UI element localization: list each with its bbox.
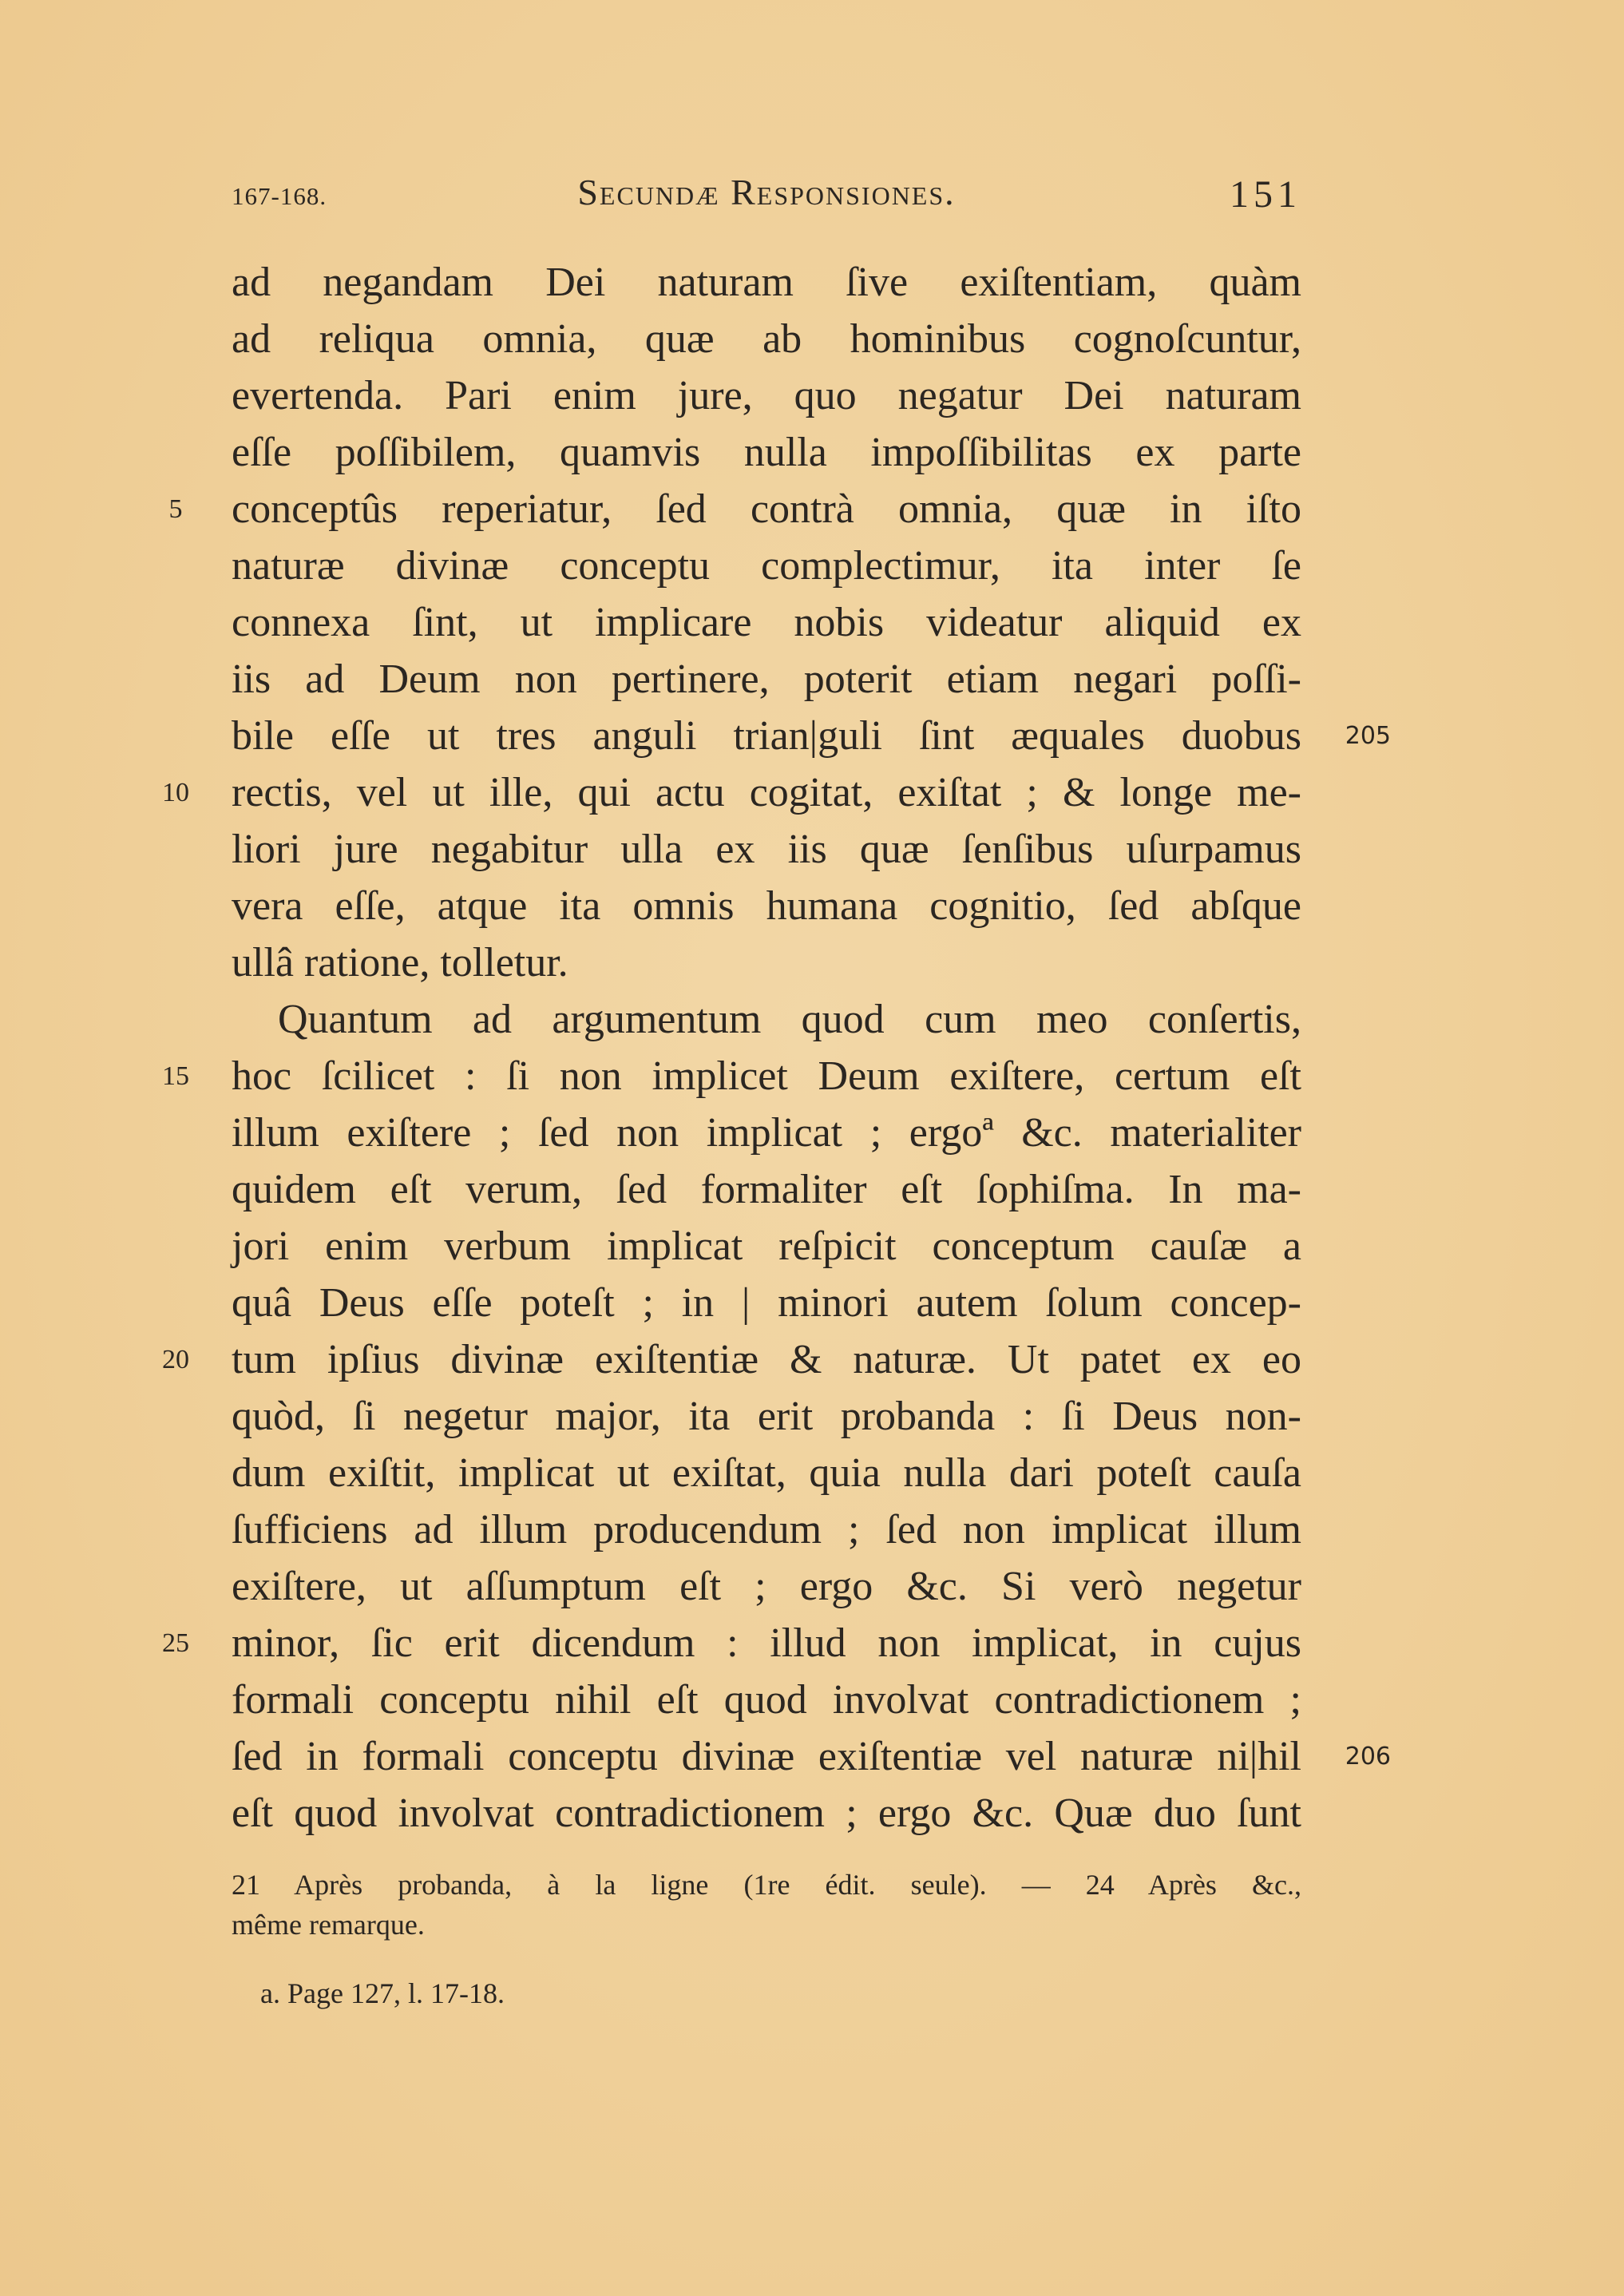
text-line	[168, 481, 1301, 537]
line-text: dum exiſtit, implicat ut exiſtat, quia nulla dari poteſt cauſa	[232, 1450, 1301, 1496]
text-line	[232, 1445, 1301, 1501]
text-line	[232, 1501, 1301, 1558]
line-number: 10	[162, 778, 189, 807]
line-text: ſed in formali conceptu divinæ exiſtentiæ vel naturæ ni|hil	[232, 1734, 1301, 1779]
line-text: ullâ ratione, tolletur.	[232, 940, 568, 985]
running-header	[232, 168, 1301, 224]
text-line	[232, 651, 1301, 708]
text-line	[162, 764, 1301, 821]
line-text: ſufficiens ad illum producendum ; ſed non implicat illum	[232, 1507, 1301, 1552]
line-text: eſſe poſſibilem, quamvis nulla impoſſibilitas ex parte	[232, 430, 1301, 475]
line-text: hoc ſcilicet : ſi non implicet Deum exiſtere, certum eſt	[232, 1053, 1301, 1099]
text-line	[232, 1388, 1301, 1445]
text-line	[232, 1728, 1391, 1785]
margin-reference: 205	[1345, 722, 1391, 750]
main-text	[162, 254, 1391, 1842]
text-line	[232, 934, 1301, 991]
text-line	[232, 878, 1301, 934]
variant-note: 21 Après probanda, à la ligne (1re édit. seule). — 24 Après &c.,	[232, 1869, 1301, 1901]
line-text: eſt quod involvat contradictionem ; ergo &c. Quæ duo ſunt	[232, 1790, 1301, 1836]
text-line	[232, 594, 1301, 651]
line-text: Quantum ad argumentum quod cum meo conſertis,	[278, 997, 1301, 1042]
line-number: 5	[168, 494, 183, 524]
text-line	[232, 821, 1301, 878]
text-line	[232, 1671, 1301, 1728]
line-text: iis ad Deum non pertinere, poterit etiam negari poſſi-	[232, 656, 1301, 702]
line-text: tum ipſius divinæ exiſtentiæ & naturæ. Ut patet ex eo	[232, 1337, 1301, 1382]
line-text: ad reliqua omnia, quæ ab hominibus cognoſcuntur,	[232, 316, 1301, 362]
text-line	[232, 311, 1301, 367]
text-line	[162, 1615, 1301, 1671]
footnotes	[232, 1865, 1301, 2013]
page-range: 167-168.	[232, 182, 327, 210]
margin-reference: 206	[1345, 1743, 1391, 1771]
text-line	[232, 1275, 1301, 1331]
line-text: exiſtere, ut aſſumptum eſt ; ergo &c. Si verò negetur	[232, 1564, 1301, 1609]
line-text: formali conceptu nihil eſt quod involvat contradictionem ;	[232, 1677, 1301, 1723]
text-line	[232, 424, 1301, 481]
line-text: quòd, ſi negetur major, ita erit probanda : ſi Deus non-	[232, 1394, 1301, 1439]
line-text: jori enim verbum implicat reſpicit conceptum cauſæ a	[232, 1223, 1301, 1269]
line-text: vera eſſe, atque ita omnis humana cognitio, ſed abſque	[232, 883, 1301, 929]
running-title: Secundæ Responsiones.	[577, 172, 956, 212]
line-text: ad negandam Dei naturam ſive exiſtentiam, quàm	[232, 260, 1301, 305]
line-text: illum exiſtere ; ſed non implicat ; ergoª &c. materialiter	[232, 1110, 1301, 1156]
variant-note-continued: même remarque.	[232, 1909, 425, 1941]
text-line	[232, 1218, 1301, 1275]
line-number: 25	[162, 1628, 189, 1658]
reference-note: a. Page 127, l. 17-18.	[260, 1977, 505, 2009]
line-text: connexa ſint, ut implicare nobis videatur aliquid ex	[232, 600, 1301, 645]
text-line	[232, 1161, 1301, 1218]
text-line	[232, 991, 1301, 1048]
line-text: bile eſſe ut tres anguli trian|guli ſint æquales duobus	[232, 713, 1301, 759]
line-number: 20	[162, 1345, 189, 1374]
line-number: 15	[162, 1061, 189, 1091]
page-number: 151	[1230, 173, 1301, 216]
text-line	[232, 254, 1301, 311]
line-text: quidem eſt verum, ſed formaliter eſt ſophiſma. In ma-	[232, 1167, 1301, 1212]
text-line	[232, 367, 1301, 424]
line-text: quâ Deus eſſe poteſt ; in | minori autem ſolum concep-	[232, 1280, 1301, 1326]
line-text: naturæ divinæ conceptu complectimur, ita inter ſe	[232, 543, 1301, 589]
text-line	[232, 537, 1301, 594]
text-line	[232, 1558, 1301, 1615]
line-text: liori jure negabitur ulla ex iis quæ ſenſibus uſurpamus	[232, 827, 1301, 872]
text-line	[162, 1048, 1301, 1104]
line-text: minor, ſic erit dicendum : illud non implicat, in cujus	[232, 1620, 1301, 1666]
text-line	[232, 1104, 1301, 1161]
text-line	[232, 1785, 1301, 1842]
text-line	[232, 708, 1391, 764]
line-text: evertenda. Pari enim jure, quo negatur Dei naturam	[232, 373, 1301, 418]
line-text: rectis, vel ut ille, qui actu cogitat, exiſtat ; & longe me-	[232, 770, 1301, 815]
text-line	[162, 1331, 1301, 1388]
line-text: conceptûs reperiatur, ſed contrà omnia, quæ in iſto	[232, 486, 1301, 532]
